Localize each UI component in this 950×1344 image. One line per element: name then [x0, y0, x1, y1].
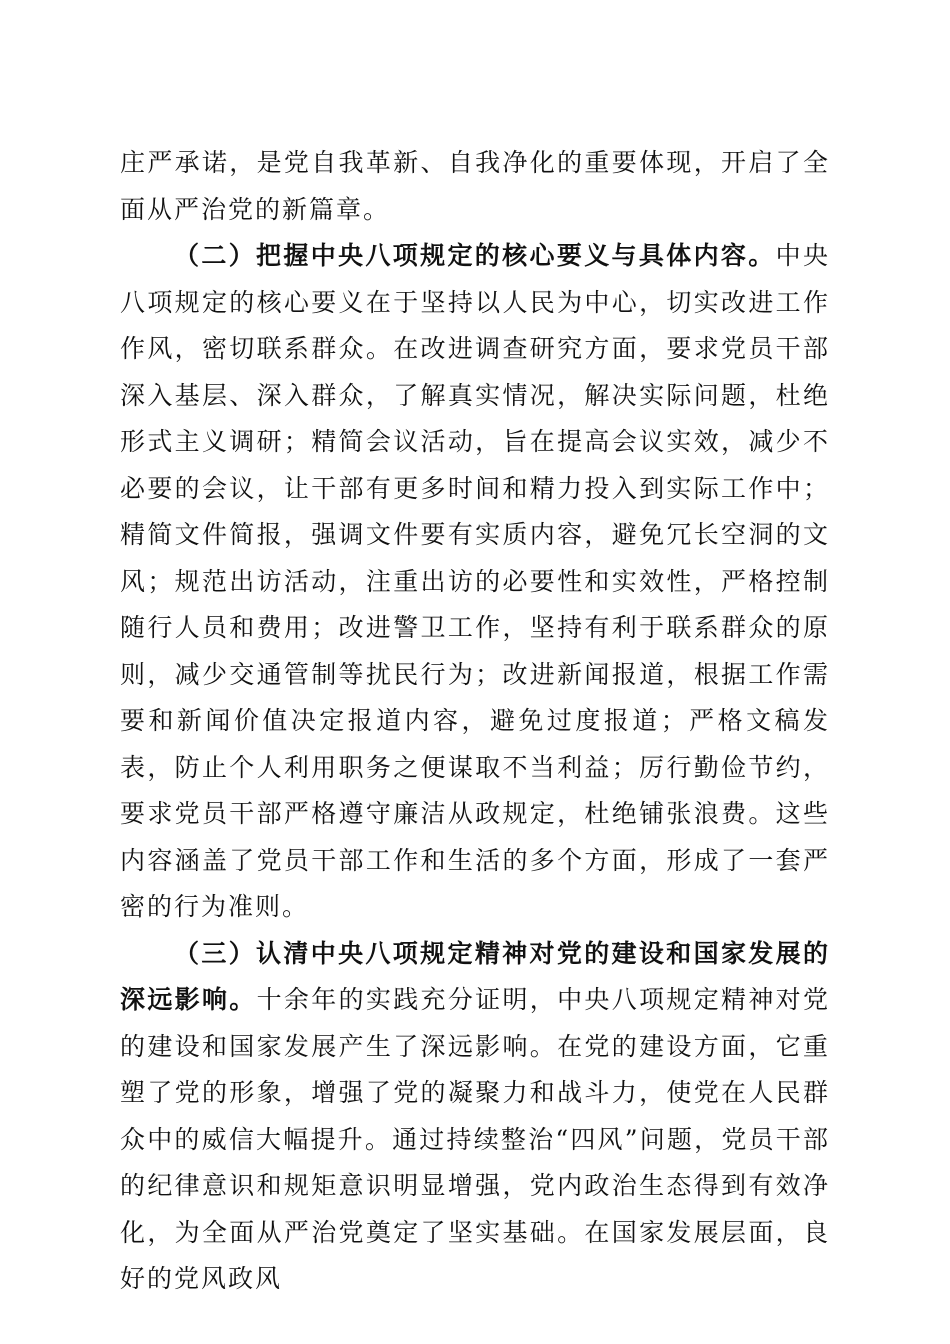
paragraph-section-2	[120, 233, 830, 931]
paragraph-text: 庄严承诺，是党自我革新、自我净化的重要体现，开启了全面从严治党的新篇章。	[120, 148, 830, 224]
paragraph-text: 十余年的实践充分证明，中央八项规定精神对党的建设和国家发展产生了深远影响。在党的建设方面，它重塑了党的形象，增强了党的凝聚力和战斗力，使党在人民群众中的威信大幅提升。通过持续整治“四风”问题，党员干部的纪律意识和规矩意识明显增强，党内政治生态得到有效净化，为全面从严治党奠定了坚实基础。在国家发展层面，良好的党风政风	[120, 985, 830, 1293]
paragraph-continuation	[120, 140, 830, 233]
section-heading: （二）把握中央八项规定的核心要义与具体内容。	[174, 241, 776, 270]
paragraph-text: 中央八项规定的核心要义在于坚持以人民为中心，切实改进工作作风，密切联系群众。在改进调查研究方面，要求党员干部深入基层、深入群众，了解真实情况，解决实际问题，杜绝形式主义调研；精简会议活动，旨在提高会议实效，减少不必要的会议，让干部有更多时间和精力投入到实际工作中；精简文件简报，强调文件要有实质内容，避免冗长空洞的文风；规范出访活动，注重出访的必要性和实效性，严格控制随行人员和费用；改进警卫工作，坚持有利于联系群众的原则，减少交通管制等扰民行为；改进新闻报道，根据工作需要和新闻价值决定报道内容，避免过度报道；严格文稿发表，防止个人利用职务之便谋取不当利益；厉行勤俭节约，要求党员干部严格遵守廉洁从政规定，杜绝铺张浪费。这些内容涵盖了党员干部工作和生活的多个方面，形成了一套严密的行为准则。	[120, 241, 830, 921]
section-heading: （三）认清中央八项规定精神对党的建设和国家发展的深远影响。	[120, 938, 830, 1014]
paragraph-section-3	[120, 931, 830, 1303]
document-page	[120, 140, 830, 1303]
